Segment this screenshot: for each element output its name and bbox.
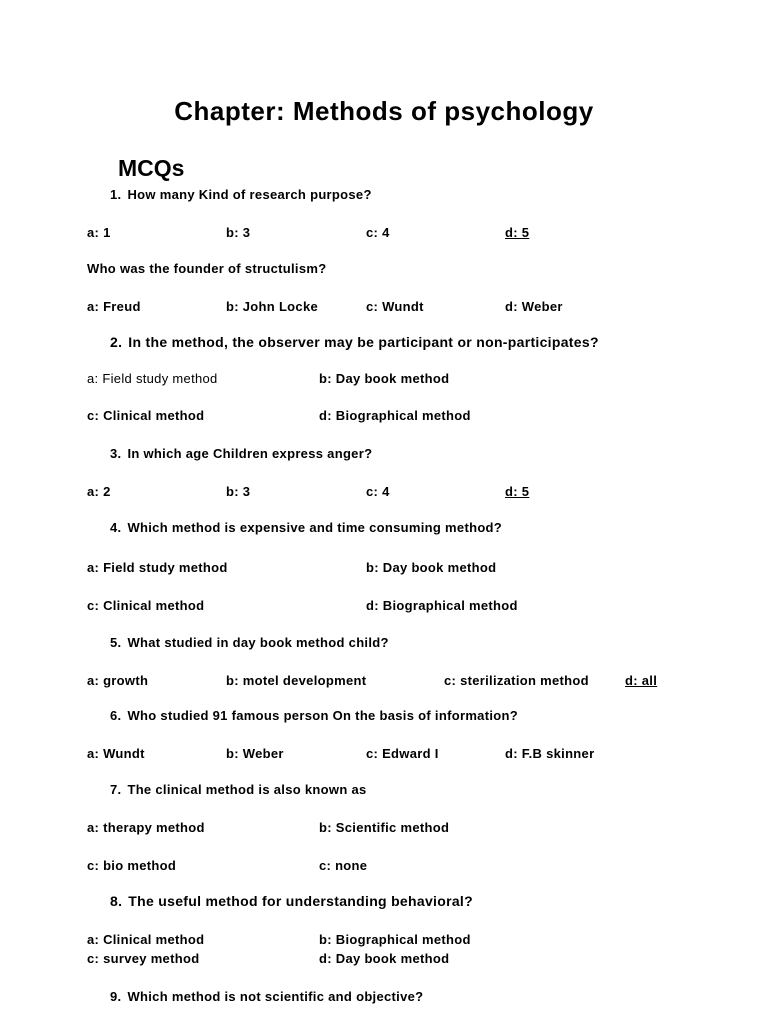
- question-8: [110, 893, 473, 909]
- option-a: a: Freud: [87, 299, 141, 314]
- question-number: 8.: [110, 893, 123, 909]
- option-a: a: 2: [87, 484, 111, 499]
- option-d: d: Weber: [505, 299, 563, 314]
- option-d: d: Biographical method: [366, 598, 518, 613]
- option-d: d: all: [625, 673, 658, 688]
- question-text: How many Kind of research purpose?: [127, 187, 372, 202]
- question-2: [110, 334, 599, 350]
- question-1: [110, 187, 372, 202]
- question-number: 7.: [110, 782, 122, 797]
- option-b: b: John Locke: [226, 299, 319, 314]
- option-c: c: survey method: [87, 951, 200, 966]
- option-a: a: Field study method: [87, 560, 228, 575]
- page-title: Chapter: Methods of psychology: [174, 96, 594, 126]
- option-b: b: Scientific method: [319, 820, 450, 835]
- option-c: c: Clinical method: [87, 598, 205, 613]
- question-number: 9.: [110, 989, 122, 1004]
- option-b: b: motel development: [226, 673, 367, 688]
- question-4: [110, 520, 502, 535]
- question-number: 3.: [110, 446, 122, 461]
- question-number: 1.: [110, 187, 122, 202]
- option-d: d: F.B skinner: [505, 746, 595, 761]
- question-number: 4.: [110, 520, 122, 535]
- option-a: a: Field study method: [87, 371, 218, 386]
- question-text: The clinical method is also known as: [127, 782, 367, 797]
- question-number: 6.: [110, 708, 122, 723]
- question-text: The useful method for understanding behavioral?: [128, 893, 473, 909]
- option-b: b: Day book method: [319, 371, 450, 386]
- option-b: b: 3: [226, 484, 251, 499]
- question-text: What studied in day book method child?: [127, 635, 389, 650]
- section-heading: MCQs: [118, 155, 185, 181]
- question-7: [110, 782, 367, 797]
- option-b: b: Day book method: [366, 560, 497, 575]
- option-a: a: Clinical method: [87, 932, 205, 947]
- option-c: c: 4: [366, 225, 390, 240]
- question-9: [110, 989, 423, 1004]
- option-d: d: 5: [505, 225, 530, 240]
- question-text: Which method is not scientific and objective?: [127, 989, 424, 1004]
- option-a: a: growth: [87, 673, 149, 688]
- question-6: [110, 708, 518, 723]
- option-d: d: Day book method: [319, 951, 450, 966]
- option-c: c: bio method: [87, 858, 177, 873]
- option-d: d: Biographical method: [319, 408, 471, 423]
- option-d: d: 5: [505, 484, 530, 499]
- question-3: [110, 446, 372, 461]
- option-c: c: Clinical method: [87, 408, 205, 423]
- option-a: a: therapy method: [87, 820, 205, 835]
- option-b: b: Biographical method: [319, 932, 471, 947]
- question-text: Which method is expensive and time consuming method?: [127, 520, 503, 535]
- option-c: c: Wundt: [366, 299, 424, 314]
- question-text: Who studied 91 famous person On the basis of information?: [127, 708, 518, 723]
- option-d: c: none: [319, 858, 368, 873]
- option-b: b: 3: [226, 225, 251, 240]
- option-c: c: sterilization method: [444, 673, 589, 688]
- question-text: In which age Children express anger?: [127, 446, 373, 461]
- option-b: b: Weber: [226, 746, 284, 761]
- question-number: 2.: [110, 334, 123, 350]
- option-c: c: Edward I: [366, 746, 439, 761]
- option-c: c: 4: [366, 484, 390, 499]
- option-a: a: Wundt: [87, 746, 145, 761]
- question-1b: Who was the founder of structulism?: [87, 261, 327, 276]
- question-text: In the method, the observer may be participant or non-participates?: [128, 334, 599, 350]
- option-a: a: 1: [87, 225, 111, 240]
- question-number: 5.: [110, 635, 122, 650]
- question-5: [110, 635, 389, 650]
